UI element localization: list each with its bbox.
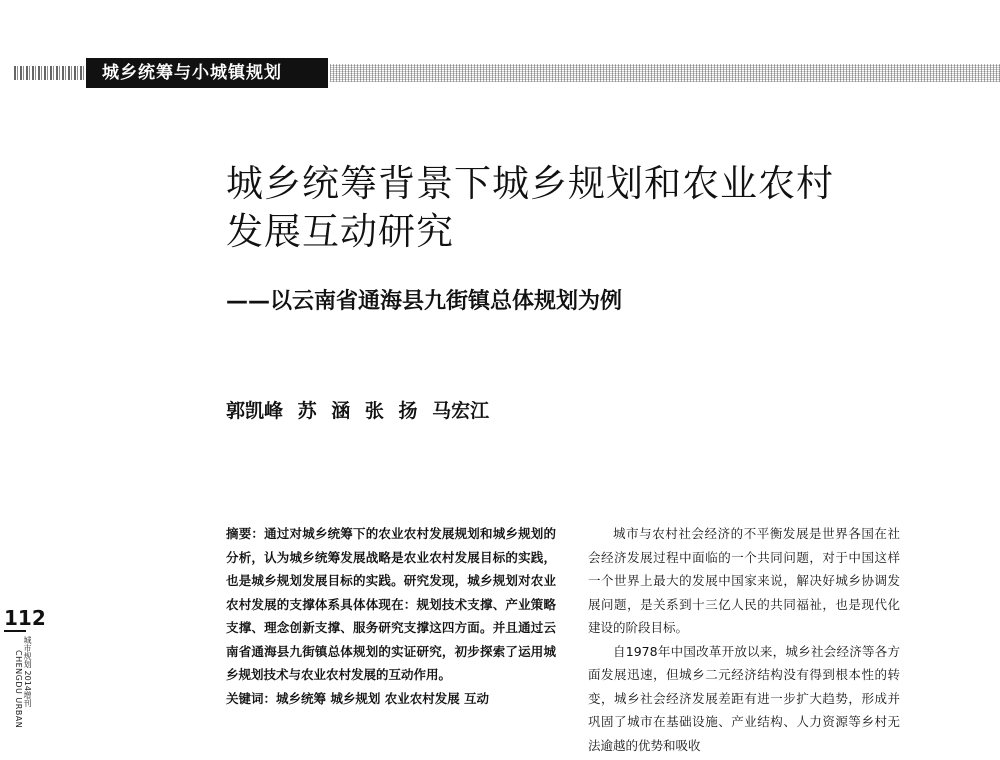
abstract-text: 摘要：通过对城乡统筹下的农业农村发展规划和城乡规划的分析，认为城乡统筹发展战略是农业农村发展目标的实践，也是城乡规划发展目标的实践。研究发现，城乡规划对农业农村发展的支撑体系具体体现在：规划技术支撑、产业策略支撑、理念创新支撑、服务研究支撑这四方面。并且通过云南省通海县九街镇总体规划的实证研究，初步探索了运用城乡规划技术与农业农村发展的互动作用。 <box>226 526 556 682</box>
page-number: 112 <box>4 606 46 630</box>
body-paragraph-2: 自1978年中国改革开放以来，城乡社会经济等各方面发展迅速，但城乡二元经济结构没有得到根本性的转变，城乡社会经济发展差距有进一步扩大趋势，形成并巩固了城市在基础设施、产业结构、人力资源等乡村无法逾越的优势和吸收 <box>588 643 900 753</box>
title-line-1: 城乡统筹背景下城乡规划和农业农村 <box>226 162 834 205</box>
body-paragraph-1: 城市与农村社会经济的不平衡发展是世界各国在社会经济发展过程中面临的一个共同问题，对于中国这样一个世界上最大的发展中国家来说，解决好城乡协调发展问题，是关系到十三亿人民的共同福祉，也是现代化建设的阶段目标。 <box>588 526 900 635</box>
keywords-text: 关键词：城乡统筹 城乡规划 农业农村发展 互动 <box>226 690 490 706</box>
article-subtitle: ——以云南省通海县九街镇总体规划为例 <box>226 289 623 314</box>
article-title <box>226 160 926 256</box>
journal-name-en: CHENGDU URBAN <box>14 650 23 729</box>
journal-name-vertical <box>14 636 32 760</box>
header-texture-right <box>330 64 1000 82</box>
title-line-2: 发展互动研究 <box>226 210 454 253</box>
section-header-band <box>0 58 1000 90</box>
author-list: 郭凯峰 苏 涵 张 扬 马宏江 <box>226 400 490 422</box>
header-texture-left <box>14 66 84 80</box>
journal-name-cn: 城市规划 2014增刊 <box>23 636 32 707</box>
section-label: 城乡统筹与小城镇规划 <box>86 58 328 88</box>
abstract-column <box>226 522 556 710</box>
body-column <box>588 522 900 757</box>
page-number-rule <box>4 630 26 632</box>
